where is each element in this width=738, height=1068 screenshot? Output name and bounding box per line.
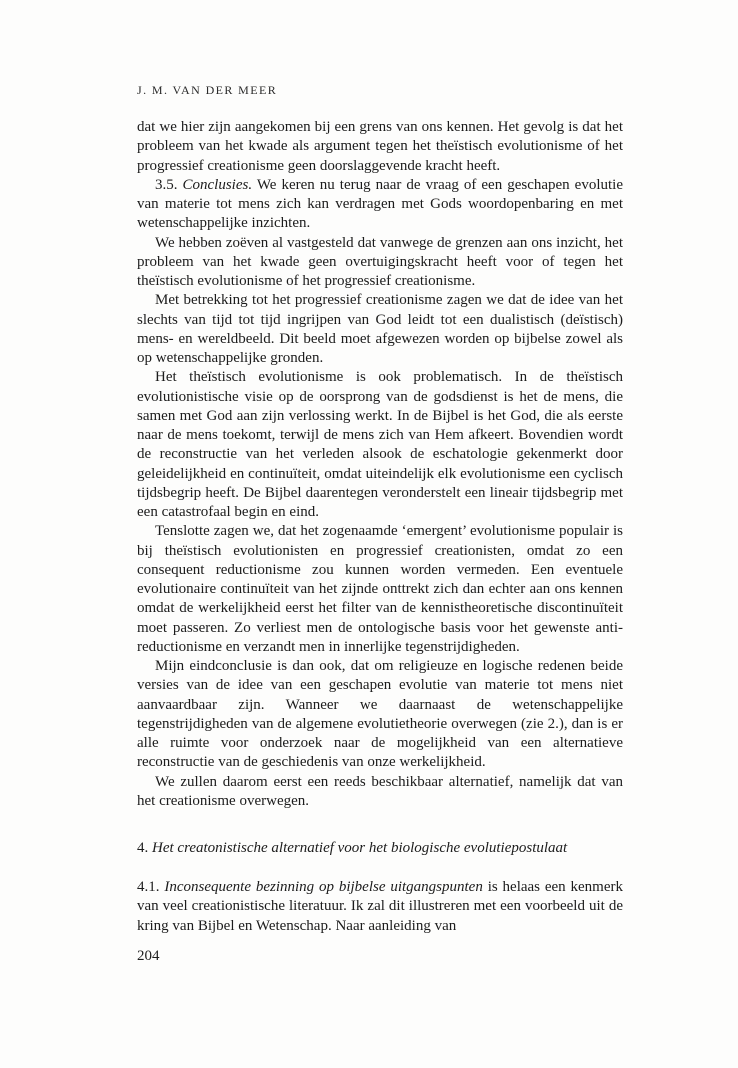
paragraph-3: We hebben zoëven al vastgesteld dat vanwege de grenzen aan ons inzicht, het probleem van het kwade geen overtuigingskracht heeft voor of tegen het theïstisch evolutionisme of het progressief creationisme. bbox=[137, 234, 623, 289]
conclusions-text: We keren nu terug naar de vraag of een geschapen evolutie van materie tot mens zich kan verdragen met Gods woordopenbaring en met wetenschappelijke inzichten. bbox=[137, 176, 624, 232]
page-number: 204 bbox=[137, 948, 160, 964]
section-title: Het creatonistische alternatief voor het biologische evolutiepostulaat bbox=[152, 840, 568, 856]
subsection-paragraph bbox=[137, 878, 623, 936]
conclusions-title: Conclusies. bbox=[182, 176, 253, 193]
paragraph-5: Het theïstisch evolutionisme is ook problematisch. In de theïstisch evolutionistische visie op de oorsprong van de godsdienst is het de mens, die samen met God aan zijn verlossing werkt. In de Bijbel is het God, die als eerste naar de mens toekomt, terwijl de mens zich van Hem afkeert. Bovendien wordt de reconstructie van het verleden alsook de eschatologie gekenmerkt door geleidelijkheid en continuïteit, omdat uiteindelijk elk evolutionisme een cyclisch tijdsbegrip heeft. De Bijbel daarentegen veronderstelt een lineair tijdsbegrip met een catastrofaal begin en eind. bbox=[137, 369, 623, 520]
paragraph-6: Tenslotte zagen we, dat het zogenaamde ‘emergent’ evolutionisme populair is bij theïstisch evolutionisten en progressief creationisten, omdat zo een consequent reductionisme zou kunnen worden vermeden. Een eventuele evolutionaire continuïteit van het zijnde onttrekt zich dan echter aan ons kennen omdat de werkelijkheid eerst het filter van de kennistheoretische discontinuïteit moet passeren. Zo verliest men de ontologische basis voor het gewenste anti-reductionisme en verzandt men in innerlijke tegenstrijdigheden. bbox=[137, 523, 623, 655]
section-number: 4. bbox=[137, 840, 149, 856]
running-head: J. M. VAN DER MEER bbox=[137, 83, 278, 97]
subsection-title: Inconsequente bezinning op bijbelse uitgangspunten bbox=[164, 879, 483, 895]
paragraph-conclusions bbox=[137, 176, 623, 234]
paragraph-7: Mijn eindconclusie is dan ook, dat om religieuze en logische redenen beide versies van de idee van een geschapen evolutie van materie tot mens niet aanvaardbaar zijn. Wanneer we daarnaast de wetenschappelijke tegenstrijdigheden van de algemene evolutietheorie overwegen (zie 2.), dan is er alle ruimte voor onderzoek naar de mogelijkheid van een alternatieve reconstructie van de geschiedenis van onze werkelijkheid. bbox=[137, 658, 623, 771]
subsection-number: 4.1. bbox=[137, 879, 160, 895]
paragraph-8: We zullen daarom eerst een reeds beschikbaar alternatief, namelijk dat van het creationisme overwegen. bbox=[137, 773, 623, 809]
paragraph-4: Met betrekking tot het progressief creationisme zagen we dat de idee van het slechts van tijd tot tijd ingrijpen van God leidt tot een dualistisch (deïstisch) mens- en wereldbeeld. Dit beeld moet afgewezen worden op bijbelse zowel als op wetenschappelijke gronden. bbox=[137, 292, 623, 366]
section-heading bbox=[137, 839, 623, 858]
conclusions-number: 3.5. bbox=[155, 176, 178, 193]
subsection-text: is helaas een kenmerk van veel creationistische literatuur. Ik zal dit illustreren met een voorbeeld uit de kring van Bijbel en Wetenschap. Naar aanleiding van bbox=[137, 879, 623, 934]
paragraph-1: dat we hier zijn aangekomen bij een grens van ons kennen. Het gevolg is dat het probleem van het kwade als argument tegen het theïstisch evolutionisme of het progressief creationisme geen doorslaggevende kracht heeft. bbox=[137, 119, 623, 174]
body-text bbox=[137, 118, 623, 811]
